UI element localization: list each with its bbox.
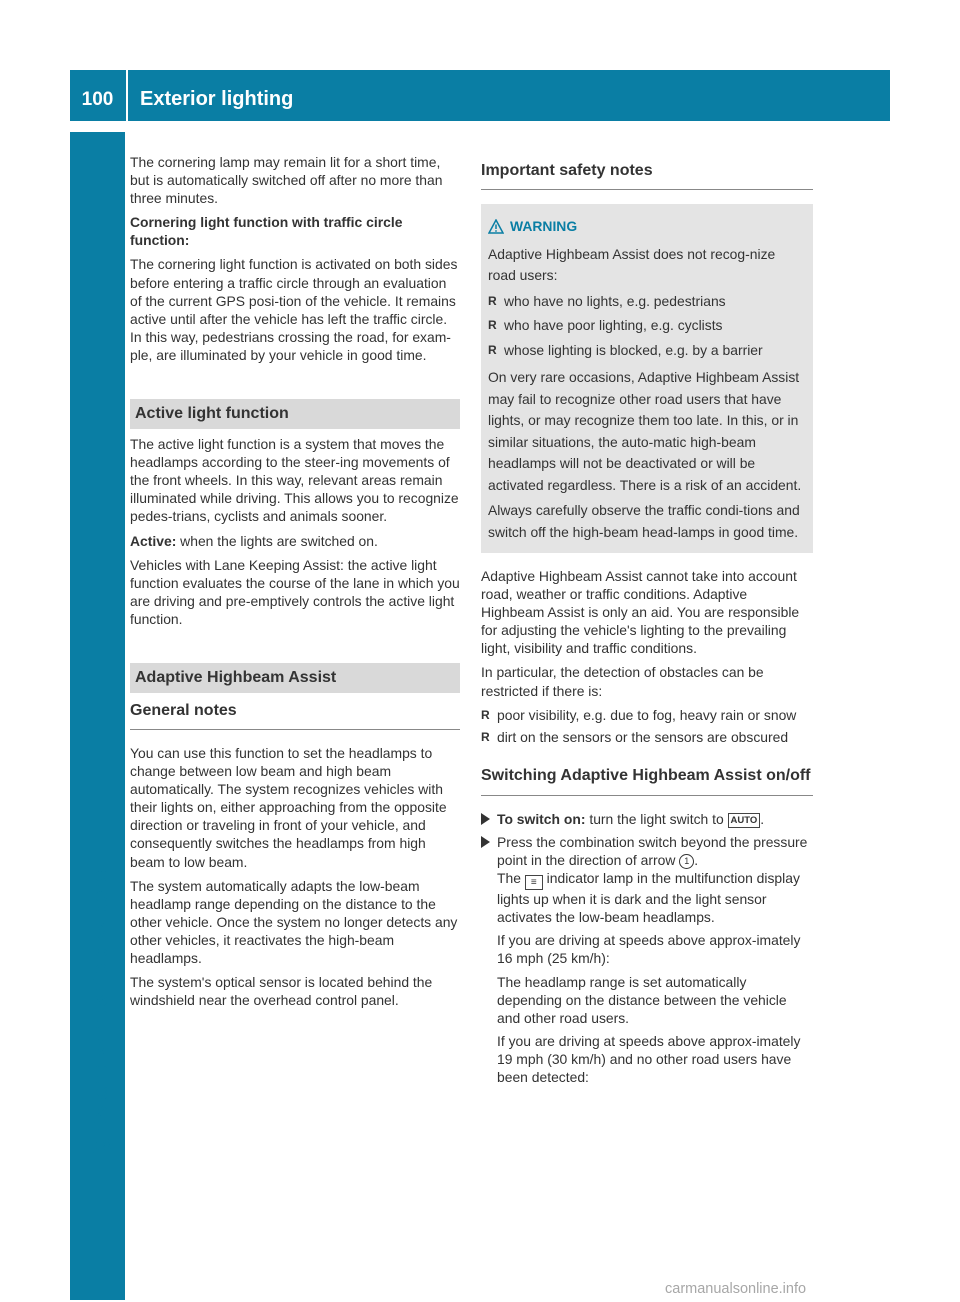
- warning-list: [488, 291, 803, 362]
- sidebar-label: Lights and windshield wipers: [88, 870, 112, 1170]
- paragraph: The active light function is a system that moves the headlamps according to the steer-ing movements of the front wheels. In this way, relevant areas remain illuminated while driving. This allows you to recognize pedes-trians, cyclists and animals sooner.: [130, 436, 459, 525]
- active-text: when the lights are switched on.: [176, 532, 378, 549]
- paragraph: The system's optical sensor is located behind the windshield near the overhead control panel.: [130, 974, 433, 1009]
- paragraph: Adaptive Highbeam Assist cannot take into account road, weather or traffic conditions. Adaptive Highbeam Assist is only an aid. You are responsible for adjusting the vehicle's lighting to the prevailing light, visibility and traffic conditions.: [481, 568, 800, 657]
- instruction-step: Press the combination switch beyond the pressure point in the direction of arrow 1 . The ≡ indicator lamp in the multifunction display lights up when it is dark and the light sensor activates the low-beam headlamps. If you are driving at speeds above approx-imately 16 mph (25 km/h): The headlamp range is set automatically depending on the distance between the vehicle and other road users. If you are driving at speeds above approx-imately 19 mph (30 km/h) and no other road users have been detected:: [481, 833, 813, 1086]
- paragraph: The headlamp range is set automatically depending on the distance between the vehicle and other road users.: [497, 973, 787, 1026]
- paragraph: If you are driving at speeds above approx-imately 16 mph (25 km/h):: [497, 932, 801, 967]
- warning-text: Adaptive Highbeam Assist does not recog-nize road users:: [488, 245, 776, 283]
- step-arrow-icon: [481, 813, 490, 825]
- paragraph: Vehicles with Lane Keeping Assist: the active light function evaluates the course of the lane in which you are driving and pre-emptively controls the active light function.: [130, 556, 460, 627]
- instruction-step: To switch on: turn the light switch to AUTO .: [481, 810, 813, 828]
- step-arrow-icon: [481, 836, 490, 848]
- condition-list: [481, 706, 813, 746]
- warning-triangle-icon: [488, 219, 504, 234]
- auto-switch-icon: AUTO: [728, 813, 761, 828]
- step-label: To switch on:: [497, 810, 586, 827]
- list-item: R who have poor lighting, e.g. cyclists: [488, 315, 803, 337]
- page-number: 100: [81, 89, 114, 110]
- subheading-switching: Switching Adaptive Highbeam Assist on/off: [481, 764, 813, 796]
- paragraph: [130, 532, 460, 550]
- section-heading-highbeam: Adaptive Highbeam Assist: [130, 663, 460, 693]
- paragraph: If you are driving at speeds above approx-imately 19 mph (30 km/h) and no other road users have been detected:: [497, 1032, 801, 1085]
- list-item: R who have no lights, e.g. pedestrians: [488, 291, 803, 313]
- warning-text: On very rare occasions, Adaptive Highbeam Assist may fail to recognize other road users that have lights, or may recognize them too late. In this, or in similar situations, the auto-matic high-beam headlamps will not be deactivated or will be activated regardless. There is a risk of an accident.: [488, 369, 802, 493]
- highbeam-assist-lamp-icon: ≡: [525, 875, 543, 890]
- list-item: R poor visibility, e.g. due to fog, heavy rain or snow: [481, 706, 813, 724]
- paragraph-heading: Cornering light function with traffic circle function:: [130, 214, 403, 249]
- chapter-title: Exterior lighting: [140, 88, 294, 110]
- watermark: carmanualsonline.info: [665, 1281, 807, 1297]
- warning-text: Always carefully observe the traffic condi-tions and switch off the high-beam head-lamps in good time.: [488, 502, 800, 540]
- warning-box: [481, 204, 813, 553]
- left-column: [130, 153, 460, 1015]
- subheading-general-notes: General notes: [130, 701, 460, 730]
- paragraph: In particular, the detection of obstacles can be restricted if there is:: [481, 664, 764, 699]
- list-item: R whose lighting is blocked, e.g. by a barrier: [488, 340, 803, 362]
- section-heading-active-light: Active light function: [130, 399, 460, 429]
- right-column: [481, 153, 813, 1091]
- header-divider: [126, 70, 128, 121]
- arrow-number-icon: 1: [679, 854, 694, 869]
- warning-title: WARNING: [488, 216, 803, 238]
- instruction-steps: [481, 810, 813, 1086]
- active-label: Active:: [130, 532, 177, 549]
- list-item: R dirt on the sensors or the sensors are obscured: [481, 728, 813, 746]
- paragraph: The cornering lamp may remain lit for a short time, but is automatically switched off after no more than three minutes.: [130, 154, 443, 207]
- paragraph: The system automatically adapts the low-beam headlamp range depending on the distance to the other vehicle. Once the system no longer detects any other vehicles, it reactivates the high-beam headlamps.: [130, 877, 458, 966]
- paragraph: The cornering light function is activated on both sides before entering a traffic circle through an evaluation of the current GPS posi-tion of the vehicle. It remains active until after the vehicle has left the traffic circle. In this way, pedestrians crossing the road, for exam-ple, are illuminated by your vehicle in good time.: [130, 256, 458, 363]
- paragraph: You can use this function to set the headlamps to change between low beam and high beam automatically. The system recognizes vehicles with their lights on, either approaching from the opposite direction or traveling in front of your vehicle, and consequently switches the headlamps from high beam to low beam.: [130, 744, 447, 870]
- subheading-safety-notes: Important safety notes: [481, 161, 813, 190]
- page-header: [70, 70, 890, 121]
